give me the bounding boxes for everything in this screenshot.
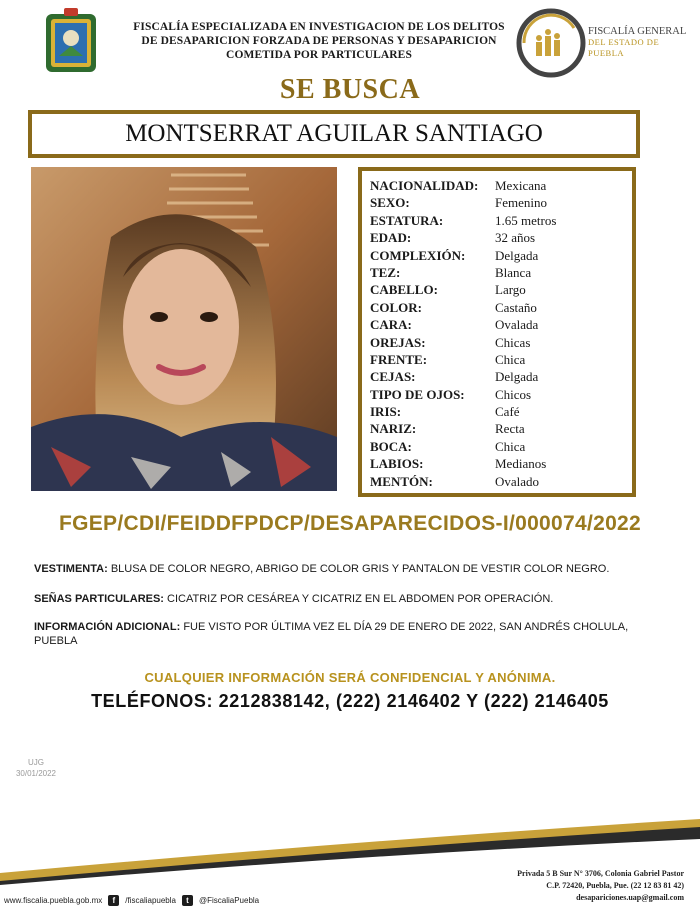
detail-value: Delgada	[495, 369, 539, 385]
detail-value: Chica	[495, 351, 526, 367]
additional-label: INFORMACIÓN ADICIONAL:	[34, 621, 181, 633]
footer-address	[460, 868, 684, 904]
issue-stamp	[6, 757, 66, 779]
facebook-link[interactable]: /fiscaliapuebla	[125, 896, 176, 905]
additional-value: FUE VISTO POR ÚLTIMA VEZ EL DÍA 29 DE ENERO DE 2022, SAN ANDRÉS CHOLULA, PUEBLA	[34, 621, 629, 647]
institution-header	[108, 20, 530, 62]
detail-label: FRENTE:	[370, 351, 428, 367]
header-line-2: DE DESAPARICION FORZADA DE PERSONAS Y DESAPARICION	[141, 35, 497, 47]
wanted-title: SE BUSCA	[279, 74, 421, 105]
contact-email[interactable]: desapariciones.uap@gmail.com	[576, 893, 684, 902]
detail-label: COMPLEXIÓN:	[370, 247, 466, 263]
website-link[interactable]: www.fiscalia.puebla.gob.mx	[4, 896, 103, 905]
logo-line-1: FISCALÍA GENERAL	[588, 26, 687, 37]
clothing-info	[34, 562, 654, 576]
distinguishing-marks-info	[34, 592, 654, 606]
detail-row	[362, 212, 632, 229]
stamp-initials: UJG	[28, 758, 44, 767]
detail-row	[362, 420, 632, 437]
detail-row	[362, 455, 632, 472]
address-line-2: C.P. 72420, Puebla, Pue. (22 12 83 81 42)	[546, 881, 684, 890]
address-line-1: Privada 5 B Sur N° 3706, Colonia Gabriel Pastor	[517, 869, 684, 878]
case-number: FGEP/CDI/FEIDDFPDCP/DESAPARECIDOS-I/000074/2022	[58, 512, 642, 535]
detail-value: 32 años	[495, 230, 536, 246]
detail-row	[362, 351, 632, 368]
detail-label: CARA:	[370, 317, 412, 333]
detail-row	[362, 316, 632, 333]
fiscalia-logo	[516, 8, 688, 78]
detail-value: Ovalado	[495, 473, 540, 489]
detail-value: Castaño	[495, 299, 537, 315]
twitter-link[interactable]: @FiscaliaPuebla	[198, 896, 260, 905]
missing-person-photo	[31, 167, 337, 491]
detail-label: LABIOS:	[370, 456, 424, 472]
additional-info	[34, 620, 644, 648]
detail-row	[362, 299, 632, 316]
marks-value: CICATRIZ POR CESÁREA Y CICATRIZ EN EL ABDOMEN POR OPERACIÓN.	[167, 593, 554, 605]
detail-row	[362, 194, 632, 211]
detail-label: SEXO:	[370, 195, 410, 211]
detail-row	[362, 473, 632, 490]
detail-value: Mexicana	[495, 178, 547, 193]
stamp-date: 30/01/2022	[15, 769, 57, 778]
detail-label: COLOR:	[370, 299, 422, 315]
detail-label: BOCA:	[370, 438, 412, 454]
detail-value: Delgada	[495, 247, 539, 263]
detail-value: Chicos	[495, 386, 532, 402]
detail-label: NARIZ:	[370, 421, 417, 437]
detail-label: EDAD:	[370, 230, 412, 246]
detail-value: Recta	[495, 421, 525, 437]
detail-value: Café	[495, 404, 520, 420]
detail-value: Femenino	[495, 195, 547, 211]
detail-row	[362, 368, 632, 385]
twitter-icon: t	[182, 895, 193, 906]
detail-row	[362, 281, 632, 298]
marks-label: SEÑAS PARTICULARES:	[34, 593, 164, 605]
detail-label: CABELLO:	[370, 282, 438, 298]
detail-label: ESTATURA:	[370, 212, 444, 228]
footer-social-links	[4, 895, 259, 906]
state-seal-logo	[44, 8, 98, 76]
detail-row	[362, 247, 632, 264]
detail-value: 1.65 metros	[495, 212, 557, 228]
detail-value: Chicas	[495, 334, 531, 350]
clothing-label: VESTIMENTA:	[34, 563, 108, 575]
person-name: MONTSERRAT AGUILAR SANTIAGO	[28, 110, 640, 158]
detail-label: MENTÓN:	[370, 473, 433, 489]
detail-row	[362, 229, 632, 246]
detail-row	[362, 264, 632, 281]
contact-phones: TELÉFONOS: 2212838142, (222) 2146402 Y (222) 2146405	[91, 691, 609, 711]
detail-label: NACIONALIDAD:	[370, 178, 479, 193]
detail-value: Medianos	[495, 456, 547, 472]
fiscalia-emblem-icon	[516, 8, 586, 78]
detail-row	[362, 386, 632, 403]
detail-label: CEJAS:	[370, 369, 416, 385]
clothing-value: BLUSA DE COLOR NEGRO, ABRIGO DE COLOR GRIS Y PANTALON DE VESTIR COLOR NEGRO.	[110, 563, 610, 575]
header-line-3: COMETIDA POR PARTICULARES	[226, 49, 412, 61]
detail-row	[362, 438, 632, 455]
header-line-1: FISCALÍA ESPECIALIZADA EN INVESTIGACION DE LOS DELITOS	[133, 21, 505, 33]
detail-value: Chica	[495, 438, 526, 454]
detail-label: TIPO DE OJOS:	[370, 386, 465, 402]
detail-value: Largo	[495, 282, 526, 298]
facebook-icon: f	[108, 895, 119, 906]
confidential-notice: CUALQUIER INFORMACIÓN SERÁ CONFIDENCIAL Y ANÓNIMA.	[144, 670, 556, 685]
detail-label: TEZ:	[370, 264, 401, 280]
detail-value: Ovalada	[495, 317, 539, 333]
logo-line-2: DEL ESTADO DE	[588, 37, 660, 47]
logo-line-3: PUEBLA	[588, 48, 625, 58]
detail-label: OREJAS:	[370, 334, 426, 350]
detail-value: Blanca	[495, 264, 532, 280]
physical-description-table	[358, 167, 636, 497]
detail-row	[362, 334, 632, 351]
detail-row	[362, 177, 632, 194]
detail-label: IRIS:	[370, 404, 402, 420]
detail-row	[362, 403, 632, 420]
